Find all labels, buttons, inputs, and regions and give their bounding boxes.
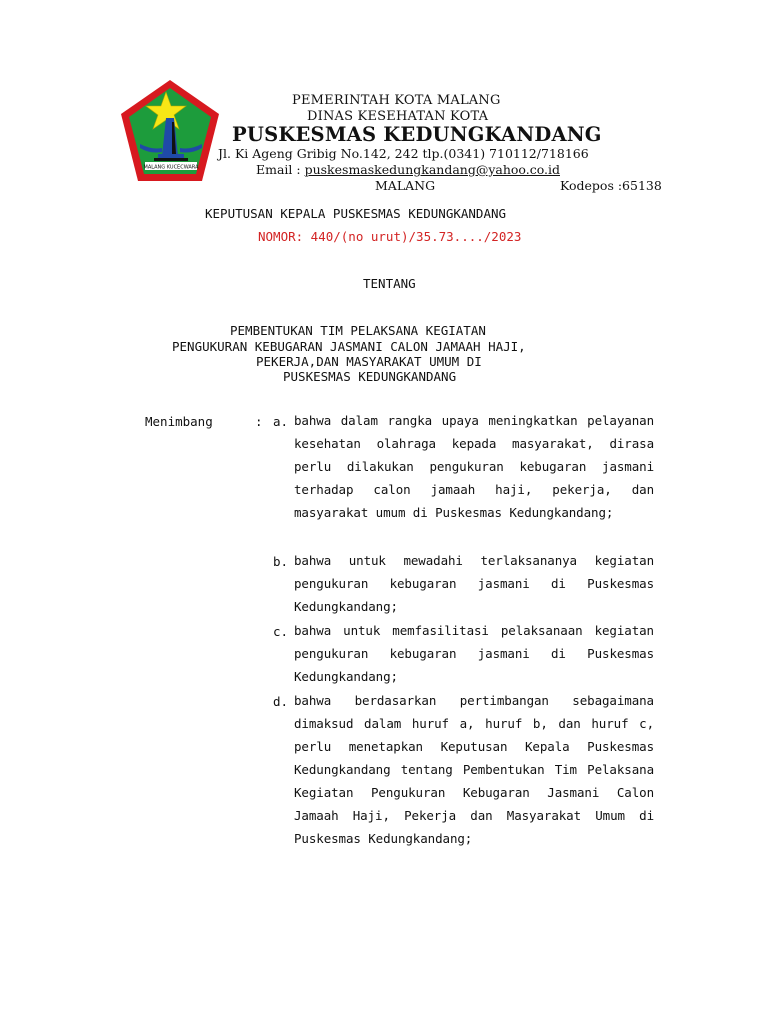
email-line [256, 162, 560, 177]
department-line: DINAS KESEHATAN KOTA [307, 109, 489, 124]
subject-line-1: PEMBENTUKAN TIM PELAKSANA KEGIATAN [230, 323, 486, 338]
about-heading: TENTANG [363, 276, 416, 291]
item-text-c: bahwa untuk memfasilitasi pelaksanaan kegiatan pengukuran kebugaran jasmani di Puskesmas Kedungkandang; [294, 623, 654, 684]
item-letter-b: b. [273, 554, 289, 569]
svg-text:MALANG KUCECWARA: MALANG KUCECWARA [143, 164, 199, 171]
subject-line-4: PUSKESMAS KEDUNGKANDANG [283, 369, 457, 384]
item-letter-d: d. [273, 694, 289, 709]
item-letter-c: c. [273, 624, 289, 639]
city-label: MALANG [375, 178, 436, 193]
item-text-a: bahwa dalam rangka upaya meningkatkan pelayanan kesehatan olahraga kepada masyarakat, dirasa perlu dilakukan pengukuran kebugaran jasmani terhadap calon jamaah haji, pekerja, dan masyarakat umum di Puskesmas Kedungkandang; [294, 413, 654, 520]
item-text-b: bahwa untuk mewadahi terlaksananya kegiatan pengukuran kebugaran jasmani di Puskesmas Kedungkandang; [294, 553, 654, 614]
address-line: Jl. Ki Ageng Gribig No.142, 242 tlp.(0341) 710112/718166 [218, 146, 589, 161]
considering-label: Menimbang [145, 414, 213, 429]
institution-name: PUSKESMAS KEDUNGKANDANG [232, 123, 602, 146]
decree-number: NOMOR: 440/(no urut)/35.73..../2023 [258, 229, 522, 244]
email-prefix: Email : [256, 162, 305, 177]
considering-colon: : [255, 414, 263, 429]
subject-line-2: PENGUKURAN KEBUGARAN JASMANI CALON JAMAAH HAJI, [172, 339, 526, 354]
decree-title: KEPUTUSAN KEPALA PUSKESMAS KEDUNGKANDANG [205, 206, 507, 221]
subject-line-3: PEKERJA,DAN MASYARAKAT UMUM DI [256, 354, 482, 369]
item-letter-a: a. [273, 414, 289, 429]
item-text-d: bahwa berdasarkan pertimbangan sebagaimana dimaksud dalam huruf a, huruf b, dan huruf c, perlu menetapkan Keputusan Kepala Puskesmas Kedungkandang tentang Pembentukan Tim Pelaksana Kegiatan Pengukuran Kebugaran Jasmani Calon Jamaah Haji, Pekerja dan Masyarakat Umum di Puskesmas Kedungkandang; [294, 693, 654, 846]
email-link[interactable]: puskesmaskedungkandang@yahoo.co.id [304, 162, 560, 177]
postal-code: Kodepos :65138 [560, 178, 662, 193]
malang-city-emblem-icon [118, 78, 222, 184]
government-line: PEMERINTAH KOTA MALANG [292, 93, 501, 108]
